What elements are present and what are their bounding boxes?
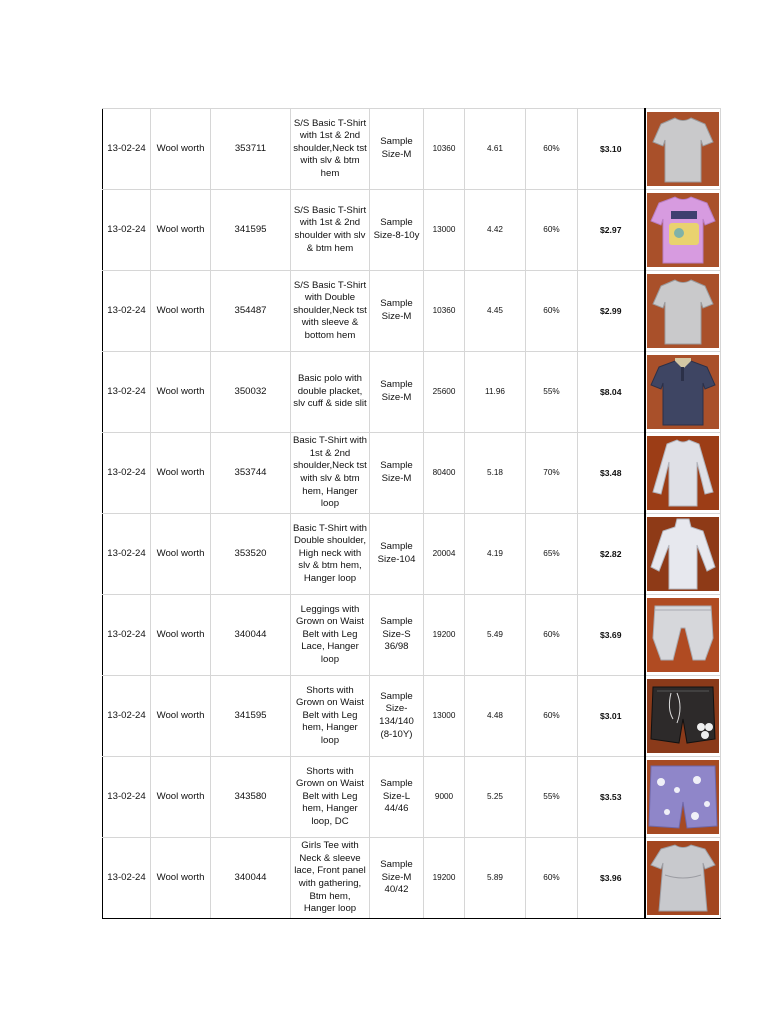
table-row <box>103 352 721 433</box>
product-photo-cell <box>645 190 721 271</box>
sample-size-cell: Sample Size-S 36/98 <box>370 595 424 676</box>
purple-printed-shorts-icon <box>647 760 719 834</box>
style-number-cell: 343580 <box>211 757 291 838</box>
table-row <box>103 595 721 676</box>
cost-value-cell: 5.25 <box>465 757 526 838</box>
pink-printed-tshirt-icon <box>647 193 719 267</box>
style-number-cell: 341595 <box>211 190 291 271</box>
buyer-cell: Wool worth <box>151 838 211 919</box>
product-photo-cell <box>645 109 721 190</box>
product-photo-cell <box>645 595 721 676</box>
product-costing-table-container <box>102 108 721 919</box>
buyer-cell: Wool worth <box>151 757 211 838</box>
price-cell: $2.82 <box>578 514 645 595</box>
description-cell: Basic T-Shirt with 1st & 2nd shoulder,Neck tst with slv & btm hem, Hanger loop <box>291 433 370 514</box>
percent-cell: 60% <box>526 271 578 352</box>
table-row <box>103 271 721 352</box>
date-cell: 13-02-24 <box>103 433 151 514</box>
date-cell: 13-02-24 <box>103 109 151 190</box>
grey-tshirt-icon <box>647 274 719 348</box>
sample-size-cell: Sample Size-M 40/42 <box>370 838 424 919</box>
product-photo-cell <box>645 676 721 757</box>
description-cell: Shorts with Grown on Waist Belt with Leg hem, Hanger loop <box>291 676 370 757</box>
grey-tshirt-icon <box>647 112 719 186</box>
navy-polo-icon <box>647 355 719 429</box>
buyer-cell: Wool worth <box>151 109 211 190</box>
quantity-cell: 25600 <box>424 352 465 433</box>
percent-cell: 55% <box>526 352 578 433</box>
table-row <box>103 109 721 190</box>
buyer-cell: Wool worth <box>151 514 211 595</box>
sample-size-cell: Sample Size-M <box>370 109 424 190</box>
percent-cell: 60% <box>526 190 578 271</box>
quantity-cell: 19200 <box>424 838 465 919</box>
date-cell: 13-02-24 <box>103 271 151 352</box>
sample-size-cell: Sample Size-L 44/46 <box>370 757 424 838</box>
cost-value-cell: 4.45 <box>465 271 526 352</box>
table-row <box>103 838 721 919</box>
quantity-cell: 13000 <box>424 676 465 757</box>
cost-value-cell: 4.61 <box>465 109 526 190</box>
table-body <box>103 109 721 919</box>
price-cell: $2.99 <box>578 271 645 352</box>
quantity-cell: 13000 <box>424 190 465 271</box>
buyer-cell: Wool worth <box>151 271 211 352</box>
cost-value-cell: 11.96 <box>465 352 526 433</box>
price-cell: $3.69 <box>578 595 645 676</box>
cost-value-cell: 4.19 <box>465 514 526 595</box>
product-costing-table <box>102 108 721 919</box>
description-cell: Basic T-Shirt with Double shoulder, High neck with slv & btm hem, Hanger loop <box>291 514 370 595</box>
price-cell: $8.04 <box>578 352 645 433</box>
date-cell: 13-02-24 <box>103 595 151 676</box>
buyer-cell: Wool worth <box>151 433 211 514</box>
table-row <box>103 514 721 595</box>
date-cell: 13-02-24 <box>103 190 151 271</box>
price-cell: $3.48 <box>578 433 645 514</box>
description-cell: Girls Tee with Neck & sleeve lace, Front panel with gathering, Btm hem, Hanger loop <box>291 838 370 919</box>
style-number-cell: 353711 <box>211 109 291 190</box>
style-number-cell: 340044 <box>211 595 291 676</box>
description-cell: S/S Basic T-Shirt with Double shoulder,Neck tst with sleeve & bottom hem <box>291 271 370 352</box>
quantity-cell: 20004 <box>424 514 465 595</box>
sample-size-cell: Sample Size-M <box>370 352 424 433</box>
percent-cell: 70% <box>526 433 578 514</box>
quantity-cell: 80400 <box>424 433 465 514</box>
quantity-cell: 10360 <box>424 271 465 352</box>
quantity-cell: 9000 <box>424 757 465 838</box>
percent-cell: 60% <box>526 838 578 919</box>
white-highneck-icon <box>647 517 719 591</box>
price-cell: $2.97 <box>578 190 645 271</box>
buyer-cell: Wool worth <box>151 595 211 676</box>
style-number-cell: 350032 <box>211 352 291 433</box>
date-cell: 13-02-24 <box>103 676 151 757</box>
product-photo-cell <box>645 757 721 838</box>
buyer-cell: Wool worth <box>151 676 211 757</box>
buyer-cell: Wool worth <box>151 190 211 271</box>
product-photo-cell <box>645 433 721 514</box>
black-shorts-icon <box>647 679 719 753</box>
cost-value-cell: 5.49 <box>465 595 526 676</box>
product-photo-cell <box>645 838 721 919</box>
sample-size-cell: Sample Size-8-10y <box>370 190 424 271</box>
date-cell: 13-02-24 <box>103 352 151 433</box>
price-cell: $3.01 <box>578 676 645 757</box>
quantity-cell: 19200 <box>424 595 465 676</box>
percent-cell: 60% <box>526 109 578 190</box>
date-cell: 13-02-24 <box>103 838 151 919</box>
description-cell: S/S Basic T-Shirt with 1st & 2nd shoulder with slv & btm hem <box>291 190 370 271</box>
sample-size-cell: Sample Size-104 <box>370 514 424 595</box>
cost-value-cell: 4.48 <box>465 676 526 757</box>
table-row <box>103 757 721 838</box>
quantity-cell: 10360 <box>424 109 465 190</box>
table-row <box>103 433 721 514</box>
product-photo-cell <box>645 271 721 352</box>
style-number-cell: 354487 <box>211 271 291 352</box>
style-number-cell: 353520 <box>211 514 291 595</box>
sample-size-cell: Sample Size-M <box>370 433 424 514</box>
percent-cell: 55% <box>526 757 578 838</box>
price-cell: $3.10 <box>578 109 645 190</box>
price-cell: $3.96 <box>578 838 645 919</box>
grey-leggings-icon <box>647 598 719 672</box>
percent-cell: 60% <box>526 595 578 676</box>
style-number-cell: 353744 <box>211 433 291 514</box>
sample-size-cell: Sample Size-M <box>370 271 424 352</box>
table-row <box>103 676 721 757</box>
percent-cell: 60% <box>526 676 578 757</box>
style-number-cell: 340044 <box>211 838 291 919</box>
description-cell: Basic polo with double placket, slv cuff & side slit <box>291 352 370 433</box>
description-cell: Shorts with Grown on Waist Belt with Leg hem, Hanger loop, DC <box>291 757 370 838</box>
product-photo-cell <box>645 514 721 595</box>
description-cell: Leggings with Grown on Waist Belt with Leg Lace, Hanger loop <box>291 595 370 676</box>
product-photo-cell <box>645 352 721 433</box>
date-cell: 13-02-24 <box>103 757 151 838</box>
sample-size-cell: Sample Size-134/140 (8-10Y) <box>370 676 424 757</box>
date-cell: 13-02-24 <box>103 514 151 595</box>
price-cell: $3.53 <box>578 757 645 838</box>
table-row <box>103 190 721 271</box>
style-number-cell: 341595 <box>211 676 291 757</box>
cost-value-cell: 4.42 <box>465 190 526 271</box>
white-longsleeve-icon <box>647 436 719 510</box>
cost-value-cell: 5.89 <box>465 838 526 919</box>
cost-value-cell: 5.18 <box>465 433 526 514</box>
buyer-cell: Wool worth <box>151 352 211 433</box>
percent-cell: 65% <box>526 514 578 595</box>
grey-girls-tee-icon <box>647 841 719 915</box>
description-cell: S/S Basic T-Shirt with 1st & 2nd shoulder,Neck tst with slv & btm hem <box>291 109 370 190</box>
